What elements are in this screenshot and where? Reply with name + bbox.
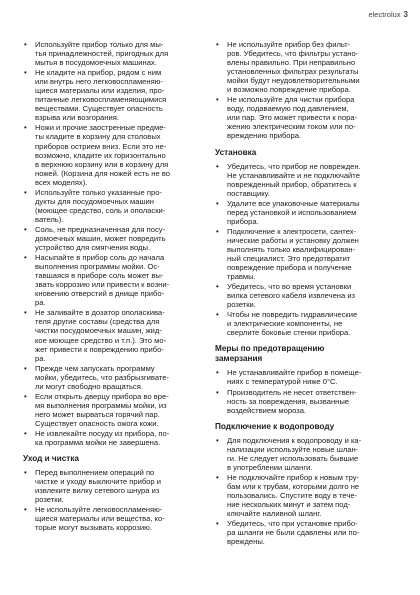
- install-heading: Установка: [215, 147, 257, 157]
- bullet-item: • Если открыть дверцу прибора во вре- мя выполнения программы мойки, из него может вырваться горячий пар. Существует опасность ожога кожи.: [23, 392, 205, 428]
- bullet-item: • Удалите все упаковочные материалы перед установкой и использованием прибора.: [215, 199, 397, 226]
- bullet-item: • Соль, не предназначенная для посу- домоечных машин, может повредить устройство для смягчения воды.: [23, 225, 205, 252]
- bullet-item: • Не подключайте прибор к новым тру- бам или к трубам, которыми долго не пользовались. Спустите воду в тече- ние нескольких минут и затем под- ключайте наливной шланг.: [215, 473, 397, 518]
- water-heading: Подключение к водопроводу: [215, 421, 335, 431]
- bullet-item: • Не заливайте в дозатор ополаскива- теля другие составы (средства для чистки посудомоечных машин, жид- кое моющее средство и т.п.). Это мо- жет привести к повреждению прибо- ра.: [23, 308, 205, 362]
- bullet-item: • Убедитесь, что прибор не поврежден. Не устанавливайте и не подключайте поврежденный прибор, обратитесь к поставщику.: [215, 162, 397, 198]
- bullet-item: • Не используйте для чистки прибора воду, подаваемую под давлением, или пар. Это может привести к пора- жению электрическим током или по- вреждению прибора.: [215, 95, 397, 140]
- frost-heading: Меры по предотвращению замерзания: [215, 344, 325, 364]
- left-bullet-list: [23, 40, 205, 447]
- bullet-item: • Чтобы не повредить гидравлические и электрические компоненты, не сверлите боковые стенки прибора.: [215, 310, 397, 337]
- left-column: [23, 40, 205, 533]
- frost-bullet-list: [215, 368, 397, 414]
- install-bullet-list: [215, 162, 397, 338]
- page-number: 3: [403, 10, 408, 19]
- bullet-item: • Перед выполнением операций по чистке и уходу выключите прибор и извлеките вилку сетевого шнура из розетки.: [23, 468, 205, 504]
- bullet-item: • Убедитесь, что при установке прибо- ра шланги не были сдавлены или по- вреждены.: [215, 519, 397, 546]
- bullet-item: • Не используйте прибор без фильт- ров. Убедитесь, что фильтры устано- влены правильно. При неправильно установленных фильтрах результаты мойки будут неудовлетворительными и возможно повреждение прибора.: [215, 40, 397, 94]
- page-header: [368, 10, 408, 19]
- bullet-item: • Убедитесь, что во время установки вилка сетевого кабеля извлечена из розетки.: [215, 282, 397, 309]
- right-bullet-list: [215, 40, 397, 141]
- brand-name: electrolux: [368, 10, 401, 19]
- water-bullet-list: [215, 436, 397, 547]
- right-column: [215, 40, 397, 547]
- bullet-item: • Ножи и прочие заостренные предме- ты кладите в корзину для столовых приборов острием вниз. Если это не- возможно, кладите их горизонтально в верхнюю корзину или в корзину для ножей. (Корзина для ножей есть не во всех моделях).: [23, 123, 205, 186]
- bullet-item: • Производитель не несет ответствен- ность за повреждения, вызванные воздействием мороза.: [215, 388, 397, 415]
- care-bullet-list: [23, 468, 205, 532]
- bullet-item: • Насыпайте в прибор соль до начала выполнения программы мойки. Ос- тавшаяся в приборе соль может вы- звать коррозию или привести к возни- кновению отверстий в днище прибо- ра.: [23, 253, 205, 307]
- bullet-item: • Не устанавливайте прибор в помеще- ниях с температурой ниже 0°C.: [215, 368, 397, 386]
- bullet-item: • Используйте прибор только для мы- тья принадлежностей, пригодных для мытья в посудомоечных машинах.: [23, 40, 205, 67]
- bullet-item: • Не кладите на прибор, рядом с ним или внутрь него легковоспламеняю- щиеся материалы или изделия, про- питанные легковоспламеняющимися веществами. Существует опасность взрыва или возгорания.: [23, 68, 205, 122]
- bullet-item: • Используйте только указанные про- дукты для посудомоечных машин (моющее средство, соль и ополаски- ватель).: [23, 188, 205, 224]
- bullet-item: • Для подключения к водопроводу и ка- нализации используйте новые шлан- ги. Не следует использовать бывшие в употреблении шланги.: [215, 436, 397, 472]
- bullet-item: • Не извлекайте посуду из прибора, по- ка программа мойки не завершена.: [23, 429, 205, 447]
- bullet-item: • Прежде чем запускать программу мойки, убедитесь, что разбрызгивате- ли могут свободно вращаться.: [23, 364, 205, 391]
- bullet-item: • Не используйте легковоспламеняю- щиеся материалы или вещества, ко- торые могут вызывать коррозию.: [23, 505, 205, 532]
- care-heading: Уход и чистка: [23, 454, 79, 464]
- bullet-item: • Подключение к электросети, сантех- нические работы и установку должен выполнять только квалифицирован- ный специалист. Это предотвратит повреждение прибора и получение травмы.: [215, 227, 397, 281]
